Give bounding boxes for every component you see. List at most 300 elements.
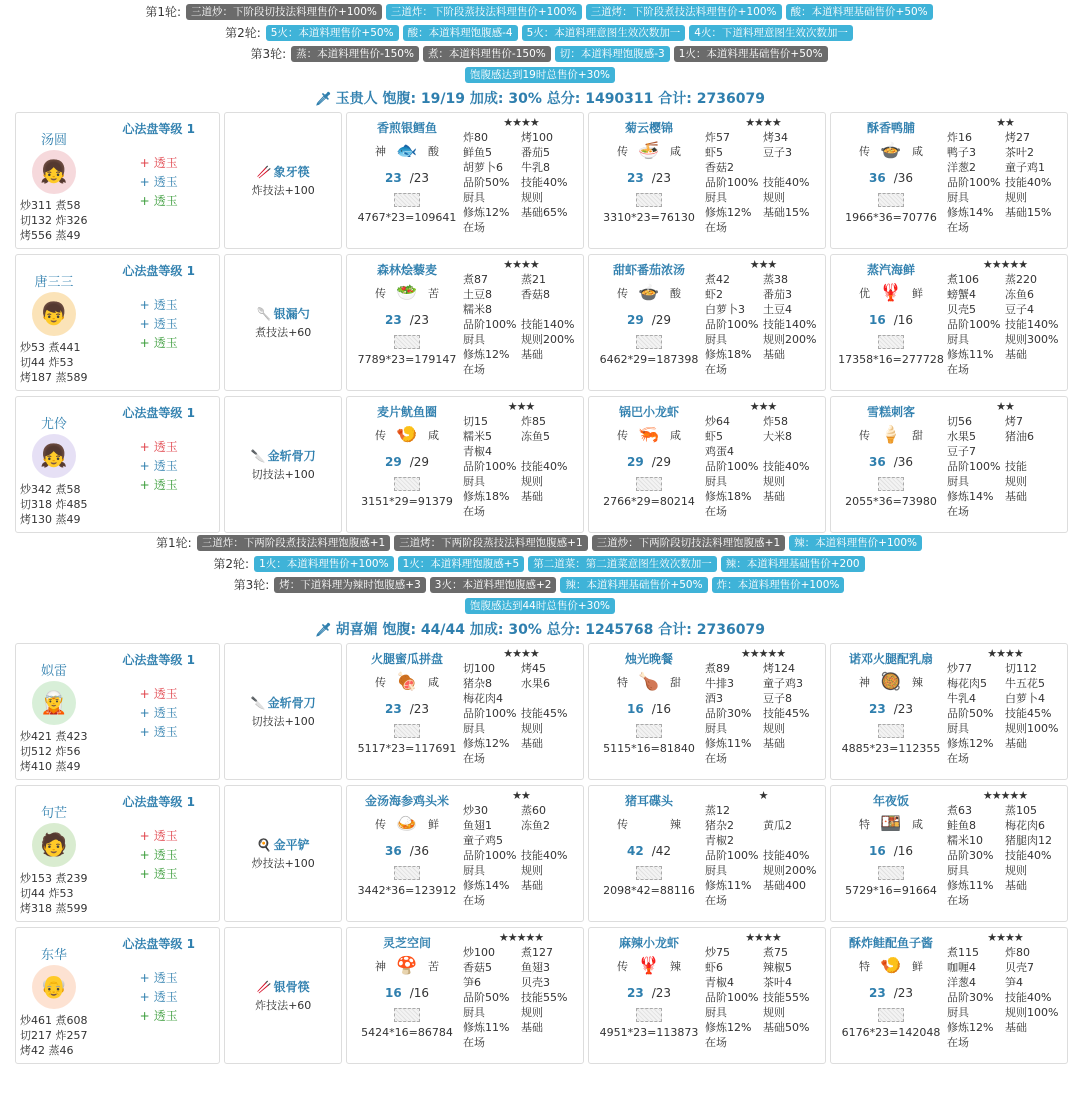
dish-flavor: 咸	[428, 676, 439, 689]
dish-name[interactable]: 酥香鸭脯	[866, 121, 915, 135]
dish-name[interactable]: 蒸汽海鲜	[866, 263, 915, 277]
dish-flavor: 辣	[912, 676, 923, 689]
dish-name[interactable]: 雪糕刺客	[866, 405, 915, 419]
detail-cell: 修炼14%	[947, 206, 994, 219]
chef-row	[15, 112, 1068, 249]
chef-card[interactable]	[15, 112, 220, 249]
round-label: 第2轮:	[225, 26, 261, 40]
detail-cell: 技能40%	[521, 176, 568, 189]
dish-card[interactable]	[346, 396, 584, 533]
detail-cell: 基础	[1005, 1021, 1027, 1034]
dish-image-icon: 🍲	[638, 283, 660, 303]
intent-tag[interactable]: 炸：本道料理售价+100%	[712, 577, 845, 593]
dish-name[interactable]: 森林烩藜麦	[376, 263, 437, 277]
detail-cell	[763, 803, 821, 818]
dish-flavor: 鲜	[912, 960, 923, 973]
dish-image-icon: 🦞	[638, 956, 660, 976]
detail-cell: 品阶30%	[705, 707, 752, 720]
intent-tag[interactable]: 蒸：本道料理售价-150%	[291, 46, 419, 62]
detail-cell: 梅花肉5	[947, 677, 987, 690]
dish-name[interactable]: 金汤海参鸡头米	[364, 794, 449, 808]
quantity-value: 29	[626, 313, 644, 327]
placeholder-image-icon	[636, 866, 662, 880]
placeholder-image-icon	[394, 477, 420, 491]
detail-cell: 在场	[463, 894, 485, 907]
detail-cell: 烤100	[521, 131, 553, 144]
dish-quantity[interactable]	[835, 702, 947, 716]
dish-quantity[interactable]	[593, 986, 705, 1000]
detail-cell: 在场	[947, 1036, 969, 1049]
detail-cell: 土豆4	[763, 303, 792, 316]
detail-cell: 豆子4	[1005, 303, 1034, 316]
dish-name[interactable]: 灵芝空间	[382, 936, 431, 950]
panel-level[interactable]: 心法盘等级 1	[122, 653, 195, 667]
jade-slot[interactable]	[102, 315, 215, 331]
detail-cell: 技能40%	[763, 176, 810, 189]
dish-card[interactable]	[588, 112, 826, 249]
dish-details	[463, 258, 579, 387]
dish-name[interactable]: 诺邓火腿配乳扇	[848, 652, 933, 666]
detail-cell: 技能55%	[521, 991, 568, 1004]
intent-tag[interactable]: 1火：本道料理饱腹感+5	[398, 556, 525, 572]
chef-name[interactable]: 汤圆	[40, 133, 67, 148]
equip-effect: 煮技法+60	[255, 326, 312, 339]
dish-quantity[interactable]	[351, 986, 463, 1000]
dish-image-icon: 🍛	[396, 814, 418, 834]
detail-cell: 品阶30%	[947, 849, 994, 862]
dish-quantity[interactable]	[351, 455, 463, 469]
chef-avatar[interactable]: 👴	[32, 965, 76, 1009]
detail-cell: 大米8	[763, 430, 792, 443]
star-rating: ★★★★★	[740, 647, 786, 660]
detail-cell: 修炼11%	[705, 737, 752, 750]
dish-name[interactable]: 麻辣小龙虾	[618, 936, 679, 950]
detail-cell: 笋4	[1005, 976, 1023, 989]
price-calc: 4885*23=112355	[841, 742, 941, 755]
star-rating: ★	[758, 789, 768, 802]
detail-cell: 规则	[1005, 864, 1027, 877]
dish-card[interactable]	[588, 396, 826, 533]
equip-name[interactable]	[251, 447, 316, 464]
price-calc: 3310*23=76130	[603, 211, 695, 224]
equip-card[interactable]	[224, 927, 342, 1064]
strategy-section	[0, 533, 1080, 1062]
jade-label: 透玉	[153, 971, 178, 985]
dish-grade: 传	[617, 287, 628, 300]
dish-detail-grid	[705, 803, 821, 908]
dish-quantity[interactable]	[593, 702, 705, 716]
dish-quantity[interactable]	[593, 844, 705, 858]
jade-label: 透玉	[153, 990, 178, 1004]
star-rating: ★★★★★	[982, 258, 1028, 271]
dish-name[interactable]: 年夜饭	[872, 794, 909, 808]
placeholder-image-icon	[394, 193, 420, 207]
chef-rows	[15, 112, 1068, 533]
jade-slot[interactable]	[102, 334, 215, 350]
chef-name[interactable]: 句芒	[40, 806, 67, 821]
summary-line	[0, 88, 1080, 108]
dish-flavor: 甜	[912, 429, 923, 442]
dish-name[interactable]: 烛光晚餐	[624, 652, 673, 666]
detail-cell: 修炼11%	[947, 348, 994, 361]
quantity-value: 16	[868, 844, 886, 858]
jade-slot[interactable]	[102, 438, 215, 454]
dish-quantity[interactable]	[351, 313, 463, 327]
plus-icon: +	[139, 440, 150, 454]
dish-detail-grid	[463, 414, 579, 519]
dish-card[interactable]	[830, 785, 1068, 922]
chef-stats	[20, 1013, 102, 1058]
dish-attrs	[835, 282, 947, 304]
dish-card[interactable]	[346, 927, 584, 1064]
equip-label: 金平铲	[273, 838, 310, 852]
intent-tag[interactable]: 饱腹感达到44时总售价+30%	[465, 598, 615, 614]
strategy-section	[0, 2, 1080, 531]
jade-slot[interactable]	[102, 704, 215, 720]
detail-cell: 在场	[705, 894, 727, 907]
intent-tag[interactable]: 1火：本道料理售价+100%	[254, 556, 394, 572]
equip-label: 银漏勺	[273, 307, 310, 321]
plus-icon: +	[139, 336, 150, 350]
equip-card[interactable]	[224, 396, 342, 533]
detail-cell	[1005, 220, 1063, 235]
dish-name[interactable]: 锅巴小龙虾	[618, 405, 679, 419]
detail-cell	[763, 1035, 821, 1050]
detail-cell	[1005, 1035, 1063, 1050]
dish-card[interactable]	[830, 643, 1068, 780]
equip-name[interactable]	[257, 836, 310, 853]
panel-level[interactable]: 心法盘等级 1	[122, 795, 195, 809]
plus-icon: +	[139, 317, 150, 331]
dish-card[interactable]	[588, 785, 826, 922]
detail-cell: 鸡蛋4	[705, 445, 734, 458]
detail-cell: 在场	[463, 752, 485, 765]
star-rating: ★★	[996, 116, 1014, 129]
chef-avatar[interactable]: 🧝	[32, 681, 76, 725]
intent-tag[interactable]: 三道炒：下阶段切技法料理售价+100%	[186, 4, 382, 20]
intent-tag[interactable]: 饱腹感达到19时总售价+30%	[465, 67, 615, 83]
intent-tag[interactable]: 1火：本道料理基础售价+50%	[674, 46, 828, 62]
dish-card[interactable]	[830, 112, 1068, 249]
dish-flavor: 辣	[670, 818, 681, 831]
equip-icon: 🔪	[250, 696, 266, 710]
jade-slot[interactable]	[102, 173, 215, 189]
panel-level[interactable]: 心法盘等级 1	[122, 937, 195, 951]
chef-stat-line: 烤42 蒸46	[20, 1044, 74, 1057]
dish-card[interactable]	[830, 254, 1068, 391]
detail-cell: 基础	[1005, 737, 1027, 750]
jade-slot[interactable]	[102, 846, 215, 862]
dish-card[interactable]	[346, 254, 584, 391]
dish-quantity[interactable]	[593, 171, 705, 185]
jade-label: 透玉	[153, 706, 178, 720]
dish-detail-grid	[947, 272, 1063, 377]
jade-slot[interactable]	[102, 969, 215, 985]
price-calc: 2055*36=73980	[845, 495, 937, 508]
chef-card[interactable]	[15, 254, 220, 391]
detail-cell: 切56	[947, 415, 972, 428]
equip-name[interactable]	[257, 163, 310, 180]
detail-cell: 煮89	[705, 662, 730, 675]
detail-cell: 蒸38	[763, 273, 788, 286]
quantity-value: 23	[626, 171, 644, 185]
detail-cell: 青椒4	[705, 976, 734, 989]
intent-tag[interactable]: 辣：本道料理售价+100%	[789, 535, 922, 551]
detail-cell: 鸭子3	[947, 146, 976, 159]
detail-cell: 切100	[463, 662, 495, 675]
dish-quantity[interactable]	[593, 313, 705, 327]
chef-panel	[102, 648, 215, 775]
star-rating: ★★★	[749, 258, 777, 271]
detail-cell	[763, 893, 821, 908]
chef-card[interactable]	[15, 396, 220, 533]
equip-card[interactable]	[224, 254, 342, 391]
dish-name[interactable]: 酥炸鲑配鱼子酱	[848, 936, 933, 950]
dish-quantity[interactable]	[351, 844, 463, 858]
detail-cell: 基础15%	[1005, 206, 1052, 219]
intent-tag[interactable]: 5火：本道料理售价+50%	[266, 25, 399, 41]
intent-tag[interactable]: 切：本道料理饱腹感-3	[555, 46, 670, 62]
dish-detail-grid	[705, 130, 821, 235]
dish-quantity[interactable]	[835, 171, 947, 185]
jade-slot[interactable]	[102, 457, 215, 473]
dish-flavor: 甜	[670, 676, 681, 689]
dish-card[interactable]	[346, 785, 584, 922]
dish-attrs	[593, 282, 705, 304]
detail-cell: 在场	[463, 1036, 485, 1049]
chef-name[interactable]: 尤伶	[40, 417, 67, 432]
price-calc: 2098*42=88116	[603, 884, 695, 897]
dish-attrs	[593, 955, 705, 977]
intent-tag[interactable]: 酸：本道料理饱腹感-4	[403, 25, 518, 41]
chef-name[interactable]: 姒雷	[40, 664, 67, 679]
dish-grade: 传	[617, 145, 628, 158]
jade-slot[interactable]	[102, 296, 215, 312]
dish-details	[705, 116, 821, 245]
dish-name[interactable]: 甜虾番茄浓汤	[612, 263, 685, 277]
quantity-max: /42	[651, 844, 671, 858]
dish-card[interactable]	[830, 396, 1068, 533]
equip-card[interactable]	[224, 643, 342, 780]
price-calc: 2766*29=80214	[603, 495, 695, 508]
chef-info	[20, 401, 102, 528]
quantity-value: 16	[626, 702, 644, 716]
dish-quantity[interactable]	[835, 986, 947, 1000]
dish-detail-grid	[705, 414, 821, 519]
dish-info	[835, 116, 947, 245]
detail-cell: 规则	[521, 722, 543, 735]
dish-info	[835, 789, 947, 918]
jade-label: 透玉	[153, 336, 178, 350]
plus-icon: +	[139, 175, 150, 189]
panel-level[interactable]: 心法盘等级 1	[122, 264, 195, 278]
price-calc: 1966*36=70776	[845, 211, 937, 224]
dish-details	[947, 789, 1063, 918]
dish-quantity[interactable]	[835, 313, 947, 327]
dish-card[interactable]	[588, 254, 826, 391]
equip-name[interactable]	[257, 305, 310, 322]
detail-cell: 烤34	[763, 131, 788, 144]
intent-tag[interactable]: 第二道菜：第二道菜意图生效次数加一	[528, 556, 717, 572]
dish-name[interactable]: 麦片鱿鱼圈	[376, 405, 437, 419]
jade-slot[interactable]	[102, 723, 215, 739]
intent-tag[interactable]: 辣：本道料理基础售价+200	[721, 556, 865, 572]
detail-cell: 炒75	[705, 946, 730, 959]
chef-name[interactable]: 唐三三	[34, 275, 74, 290]
intent-tag[interactable]: 酸：本道料理基础售价+50%	[786, 4, 933, 20]
dish-name[interactable]: 猪耳碟头	[624, 794, 673, 808]
detail-cell: 童子鸡3	[763, 677, 803, 690]
jade-slot[interactable]	[102, 685, 215, 701]
detail-cell: 鲜鱼5	[463, 146, 492, 159]
dish-card[interactable]	[346, 112, 584, 249]
detail-cell: 技能140%	[763, 318, 817, 331]
dish-card[interactable]	[346, 643, 584, 780]
detail-cell: 技能45%	[521, 707, 568, 720]
placeholder-image-icon	[636, 193, 662, 207]
jade-slot[interactable]	[102, 827, 215, 843]
equip-card[interactable]	[224, 112, 342, 249]
intent-tag[interactable]: 三道炒：下两阶段切技法料理饱腹感+1	[592, 535, 785, 551]
dish-card[interactable]	[588, 643, 826, 780]
intent-tag[interactable]: 3火：本道料理饱腹感+2	[430, 577, 557, 593]
intent-tag[interactable]: 三道烤：下阶段煮技法料理售价+100%	[586, 4, 782, 20]
dish-attrs	[835, 424, 947, 446]
jade-slot[interactable]	[102, 865, 215, 881]
chef-row	[15, 927, 1068, 1064]
intent-tag[interactable]: 煮：本道料理售价-150%	[423, 46, 551, 62]
chef-stats	[20, 198, 102, 243]
detail-cell: 咖喱4	[947, 961, 976, 974]
detail-cell: 厨具	[947, 722, 969, 735]
intent-tag[interactable]: 三道烤：下两阶段蒸技法料理饱腹感+1	[394, 535, 587, 551]
dish-card[interactable]	[588, 927, 826, 1064]
chef-row	[15, 254, 1068, 391]
intent-tag[interactable]: 辣：本道料理基础售价+50%	[560, 577, 707, 593]
equip-effect: 炒技法+100	[251, 857, 315, 870]
equip-icon: 🔪	[250, 449, 266, 463]
dish-flavor: 鲜	[912, 287, 923, 300]
dish-quantity[interactable]	[835, 844, 947, 858]
dish-attrs	[351, 424, 463, 446]
detail-cell: 修炼14%	[463, 879, 510, 892]
intent-tag[interactable]: 5火：本道料理意图生效次数加一	[522, 25, 686, 41]
dish-quantity[interactable]	[835, 455, 947, 469]
detail-cell: 技能140%	[521, 318, 575, 331]
equip-name[interactable]	[257, 978, 310, 995]
chef-card[interactable]	[15, 927, 220, 1064]
quantity-value: 23	[626, 986, 644, 1000]
dish-card[interactable]	[830, 927, 1068, 1064]
detail-cell: 修炼12%	[705, 1021, 752, 1034]
dish-details	[463, 647, 579, 776]
chef-stat-line: 烤410 蒸49	[20, 760, 81, 773]
dish-info	[593, 400, 705, 529]
dish-name[interactable]: 香煎银鳕鱼	[376, 121, 437, 135]
detail-cell	[763, 220, 821, 235]
placeholder-image-icon	[636, 1008, 662, 1022]
intent-tag[interactable]: 烤：下道料理为辣时饱腹感+3	[274, 577, 425, 593]
equip-label: 金斩骨刀	[267, 696, 316, 710]
detail-cell: 品阶30%	[947, 991, 994, 1004]
chef-name[interactable]: 东华	[40, 948, 67, 963]
dish-name[interactable]: 火腿蜜瓜拼盘	[370, 652, 443, 666]
detail-cell: 厨具	[463, 333, 485, 346]
chef-stat-line: 烤318 蒸599	[20, 902, 88, 915]
detail-cell	[1005, 504, 1063, 519]
detail-cell: 贝壳5	[947, 303, 976, 316]
detail-cell: 在场	[463, 505, 485, 518]
chef-avatar[interactable]: 👦	[32, 292, 76, 336]
dish-quantity[interactable]	[593, 455, 705, 469]
detail-cell: 品阶100%	[705, 849, 759, 862]
jade-slot[interactable]	[102, 192, 215, 208]
dish-image-icon: 🦐	[638, 425, 660, 445]
panel-level[interactable]: 心法盘等级 1	[122, 122, 195, 136]
detail-cell: 基础50%	[763, 1021, 810, 1034]
intent-tag[interactable]: 三道炸：下阶段蒸技法料理售价+100%	[386, 4, 582, 20]
quantity-max: /16	[651, 702, 671, 716]
chef-avatar[interactable]: 👧	[32, 150, 76, 194]
price-calc: 5115*16=81840	[603, 742, 695, 755]
dish-info	[351, 789, 463, 918]
dish-grade: 神	[375, 145, 386, 158]
detail-cell	[521, 444, 579, 459]
dish-image-icon: 🍦	[880, 425, 902, 445]
quantity-max: /16	[409, 986, 429, 1000]
detail-cell: 品阶50%	[947, 707, 994, 720]
equip-name[interactable]	[251, 694, 316, 711]
dish-info	[593, 647, 705, 776]
jade-slot[interactable]	[102, 154, 215, 170]
intent-tag[interactable]: 三道炸：下两阶段煮技法料理饱腹感+1	[197, 535, 390, 551]
chef-stat-line: 切132 炸326	[20, 214, 88, 227]
chef-stat-line: 烤556 蒸49	[20, 229, 81, 242]
chef-avatar[interactable]: 🧑	[32, 823, 76, 867]
chef-card[interactable]	[15, 643, 220, 780]
detail-cell: 烤124	[763, 662, 795, 675]
dish-image-icon: 🍖	[396, 672, 418, 692]
dish-image-icon: 🍲	[880, 141, 902, 161]
dish-flavor: 咸	[912, 818, 923, 831]
detail-cell: 技能40%	[1005, 849, 1052, 862]
jade-slot[interactable]	[102, 476, 215, 492]
chef-panel	[102, 932, 215, 1059]
dish-info	[351, 647, 463, 776]
detail-cell: 炸80	[463, 131, 488, 144]
jade-slot[interactable]	[102, 1007, 215, 1023]
dish-details	[705, 647, 821, 776]
panel-level[interactable]: 心法盘等级 1	[122, 406, 195, 420]
equip-card[interactable]	[224, 785, 342, 922]
jade-label: 透玉	[153, 298, 178, 312]
dish-quantity[interactable]	[351, 702, 463, 716]
round-label: 第1轮:	[145, 5, 182, 19]
chef-avatar[interactable]: 👧	[32, 434, 76, 478]
star-rating: ★★★	[749, 400, 777, 413]
chef-card[interactable]	[15, 785, 220, 922]
detail-cell: 品阶50%	[463, 176, 510, 189]
dish-quantity[interactable]	[351, 171, 463, 185]
dish-name[interactable]: 菊云樱锦	[624, 121, 673, 135]
detail-cell: 品阶100%	[463, 849, 517, 862]
placeholder-image-icon	[878, 335, 904, 349]
jade-slot[interactable]	[102, 988, 215, 1004]
detail-cell: 在场	[705, 1036, 727, 1049]
chef-row	[15, 785, 1068, 922]
detail-cell: 炸80	[1005, 946, 1030, 959]
intent-tag[interactable]: 4火：下道料理意图生效次数加一	[689, 25, 853, 41]
